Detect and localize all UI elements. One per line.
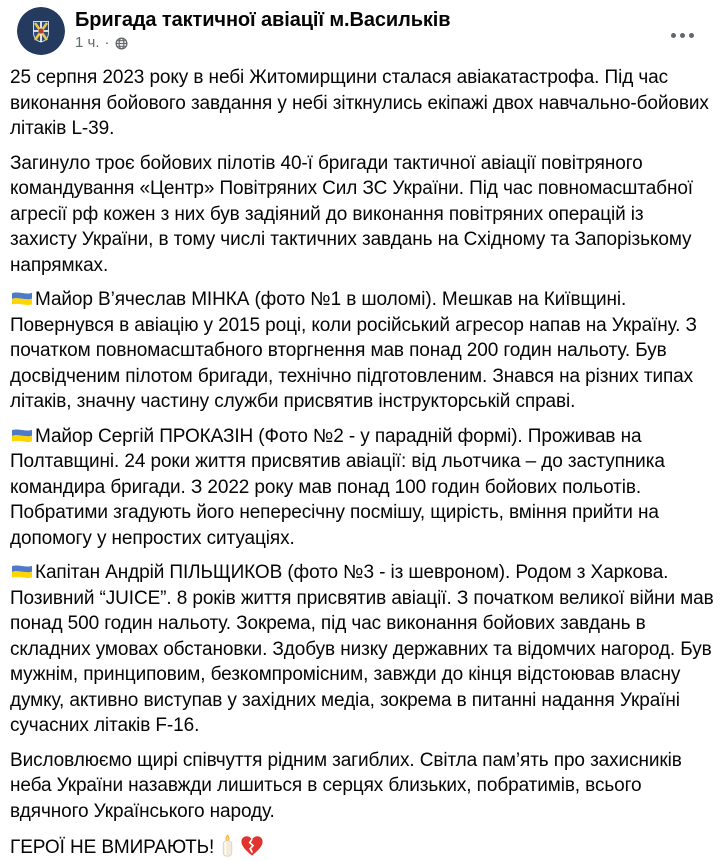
ukraine-flag-icon bbox=[10, 563, 34, 580]
paragraph-text: Майор Сергій ПРОКАЗІН (Фото №2 - у парадній формі). Проживав на Полтавщині. 24 роки життя присвятив авіації: від льотчика – до заступника командира бригади. З 2022 року мав понад 100 годин бойових польотів. Побратими згадують його непересічну посмішу, щирість, вміння прийти на допомогу у непростих ситуаціях. bbox=[10, 425, 665, 549]
broken-heart-icon bbox=[240, 835, 264, 857]
post-paragraph-condolences bbox=[10, 748, 714, 825]
paragraph-text: Загинуло троє бойових пілотів 40-ї бригади тактичної авіації повітряного командування «Центр» Повітряних Сил ЗС України. Під час повномасштабної агресії рф кожен з них був задіяний до виконання повітряних операцій із захисту України, в тому числі тактичних завдань на Східному та Запорізькому напрямках. bbox=[10, 152, 693, 276]
brigade-crest-icon bbox=[17, 7, 65, 55]
avatar[interactable] bbox=[17, 7, 65, 55]
post-text bbox=[0, 57, 724, 861]
post-meta bbox=[75, 34, 450, 52]
paragraph-text: Майор В’ячеслав МІНКА (фото №1 в шоломі). Мешкав на Київщині. Повернувся в авіацію у 2015 році, коли російський агресор напав на Україну. З початком повномасштабного вторгнення мав понад 200 годин нальоту. Був досвідченим пілотом бригади, технічно підготовленим. Знався на різних типах літаків, значну частину служби присвятив інструкторській справі. bbox=[10, 289, 697, 412]
paragraph-text: ГЕРОЇ НЕ ВМИРАЮТЬ! bbox=[10, 837, 215, 858]
post-header bbox=[0, 0, 724, 57]
post-paragraph-intro bbox=[10, 65, 714, 142]
post-options-button[interactable] bbox=[664, 23, 700, 47]
ukraine-flag-icon bbox=[10, 290, 34, 307]
ellipsis-icon bbox=[671, 33, 676, 38]
post-paragraph-pilot-minka bbox=[10, 287, 714, 415]
candle-icon bbox=[220, 833, 235, 857]
post-paragraph-pilot-prokazin bbox=[10, 424, 714, 552]
timestamp[interactable]: 1 ч. bbox=[75, 34, 100, 51]
globe-public-icon bbox=[115, 37, 128, 50]
ellipsis-icon bbox=[689, 33, 694, 38]
paragraph-text: 25 серпня 2023 року в небі Житомирщини сталася авіакатастрофа. Під час виконання бойового завдання у небі зіткнулись екіпажі двох навчально-бойових літаків L-39. bbox=[10, 67, 709, 139]
paragraph-text: Капітан Андрій ПІЛЬЩИКОВ (фото №3 - із шевроном). Родом з Харкова. Позивний “JUICE”. 8 років життя присвятив авіації. З початком великої війни мав понад 500 годин нальоту. Зокрема, під час виконання бойових завдань в складних умовах обстановки. Здобув низку державних та відомчих нагород. Був мужнім, принциповим, безкомпромісним, завжди до кінця відстоював власну думку, активно виступав у західних медіа, зокрема в питанні надання Україні сучасних літаків F-16. bbox=[10, 562, 714, 736]
paragraph-text: Висловлюємо щирі співчуття рідним загиблих. Світла пам’ять про захисників неба України назавжди лишиться в серцях близьких, побратимів, всього вдячного Українського народу. bbox=[10, 749, 682, 822]
post-paragraph-casualties bbox=[10, 151, 714, 279]
post-paragraph-pilot-pilshchykov bbox=[10, 560, 714, 739]
ellipsis-icon bbox=[680, 33, 685, 38]
meta-separator: · bbox=[104, 34, 110, 51]
post-paragraph-heroes bbox=[10, 833, 714, 861]
page-name-link[interactable]: Бригада тактичної авіації м.Васильків bbox=[75, 9, 451, 31]
ukraine-flag-icon bbox=[10, 427, 34, 444]
header-info bbox=[75, 7, 450, 52]
